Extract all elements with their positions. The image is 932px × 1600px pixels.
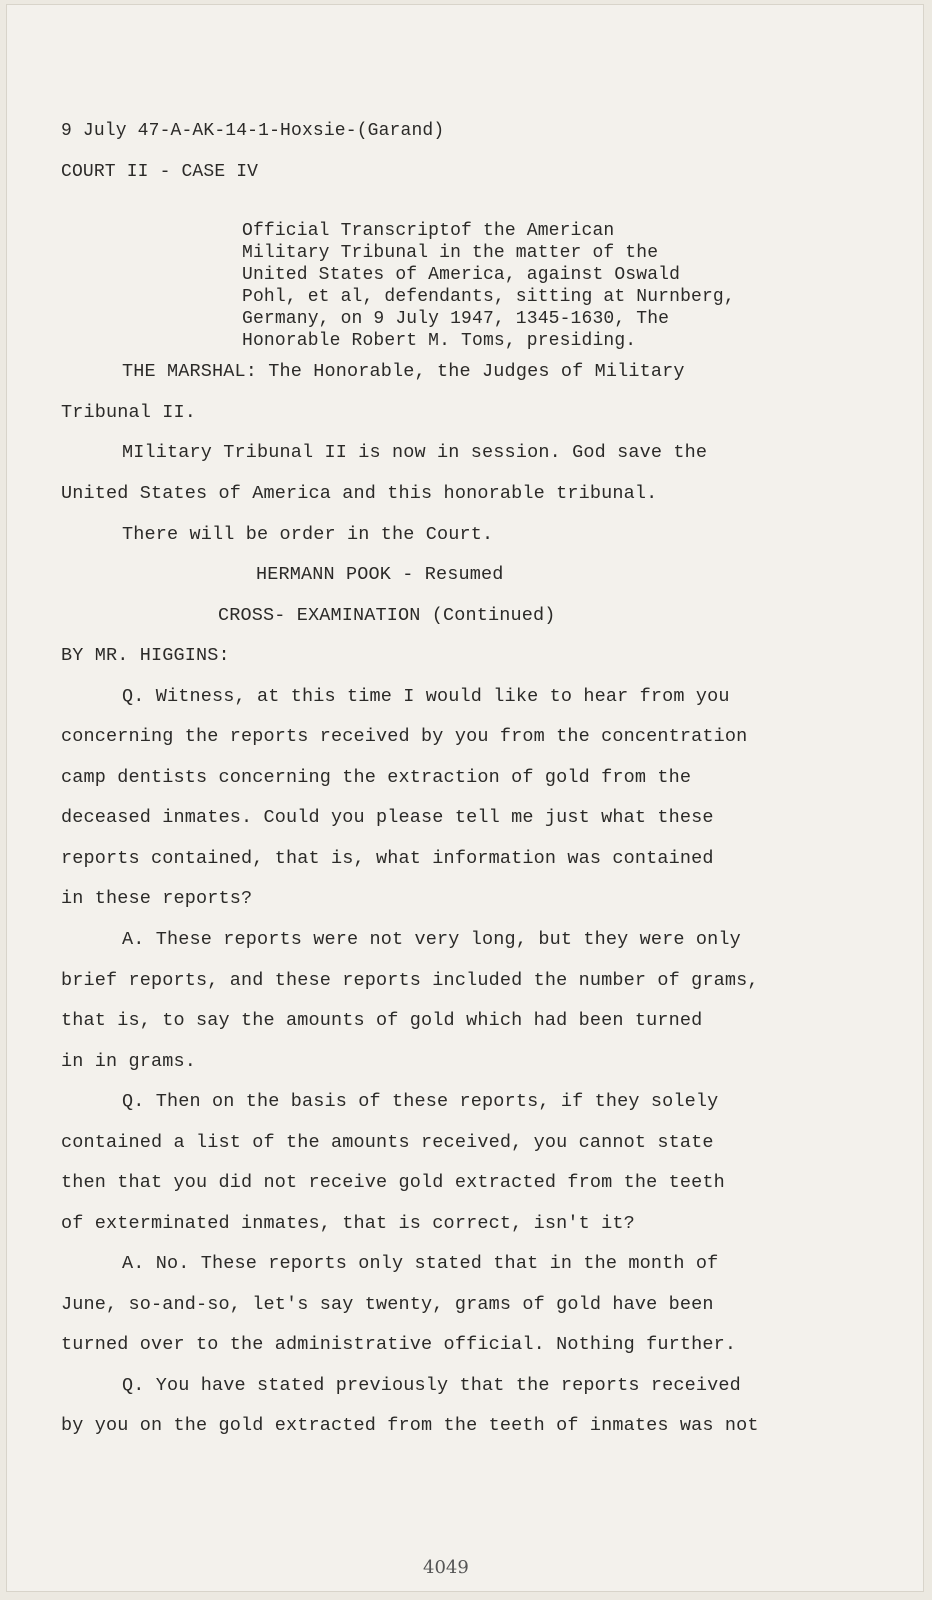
- body-line: camp dentists concerning the extraction of gold from the: [61, 767, 692, 788]
- body-line: THE MARSHAL: The Honorable, the Judges of Military: [122, 361, 685, 382]
- caption-line: Military Tribunal in the matter of the: [242, 243, 659, 263]
- court-case-line: COURT II - CASE IV: [61, 162, 259, 182]
- body-line: United States of America and this honorable tribunal.: [61, 483, 658, 504]
- body-line: There will be order in the Court.: [122, 524, 494, 545]
- body-line: then that you did not receive gold extracted from the teeth: [61, 1172, 725, 1193]
- caption-line: Honorable Robert M. Toms, presiding.: [242, 331, 637, 351]
- body-line: MIlitary Tribunal II is now in session. God save the: [122, 442, 708, 463]
- body-line: deceased inmates. Could you please tell me just what these: [61, 807, 714, 828]
- body-line: brief reports, and these reports included the number of grams,: [61, 970, 759, 991]
- body-line: in these reports?: [61, 888, 253, 909]
- session-reference-line: 9 July 47-A-AK-14-1-Hoxsie-(Garand): [61, 121, 445, 141]
- body-line: Q. Then on the basis of these reports, if they solely: [122, 1091, 719, 1112]
- body-line: Tribunal II.: [61, 402, 197, 423]
- body-line: turned over to the administrative official. Nothing further.: [61, 1334, 737, 1355]
- caption-line: United States of America, against Oswald: [242, 265, 681, 285]
- body-line: Q. You have stated previously that the reports received: [122, 1375, 741, 1396]
- caption-line: Pohl, et al, defendants, sitting at Nurnberg,: [242, 287, 735, 307]
- examiner-line: BY MR. HIGGINS:: [61, 645, 230, 666]
- body-line: concerning the reports received by you from the concentration: [61, 726, 748, 747]
- body-line: A. These reports were not very long, but they were only: [122, 929, 741, 950]
- transcript-page: [6, 4, 924, 1592]
- body-line: of exterminated inmates, that is correct, isn't it?: [61, 1213, 635, 1234]
- body-line: in in grams.: [61, 1051, 197, 1072]
- caption-line: Official Transcriptof the American: [242, 221, 615, 241]
- body-line: Q. Witness, at this time I would like to hear from you: [122, 686, 730, 707]
- witness-heading: HERMANN POOK - Resumed: [256, 564, 504, 585]
- page-number: 4049: [423, 1557, 469, 1578]
- body-line: contained a list of the amounts received, you cannot state: [61, 1132, 714, 1153]
- caption-line: Germany, on 9 July 1947, 1345-1630, The: [242, 309, 670, 329]
- body-line: June, so-and-so, let's say twenty, grams of gold have been: [61, 1294, 714, 1315]
- body-line: A. No. These reports only stated that in the month of: [122, 1253, 719, 1274]
- body-line: by you on the gold extracted from the teeth of inmates was not: [61, 1415, 759, 1436]
- examination-heading: CROSS- EXAMINATION (Continued): [218, 605, 556, 626]
- body-line: that is, to say the amounts of gold which had been turned: [61, 1010, 703, 1031]
- body-line: reports contained, that is, what information was contained: [61, 848, 714, 869]
